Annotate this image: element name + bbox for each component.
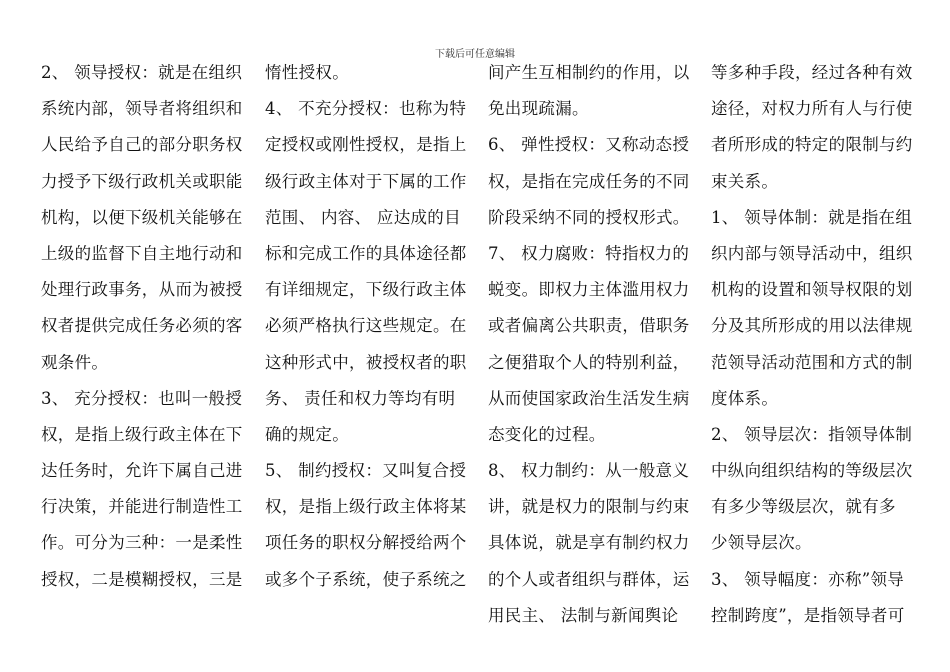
text-line: 作。可分为三种：一是柔性 bbox=[41, 533, 243, 553]
text-line: 具体说，就是享有制约权力 bbox=[488, 533, 690, 553]
text-line: 有详细规定，下级行政主体 bbox=[265, 280, 467, 300]
text-line: 权，是指在完成任务的不同 bbox=[488, 171, 690, 191]
text-line: 少领导层次。 bbox=[711, 533, 812, 553]
text-line: 间产生互相制约的作用，以 bbox=[488, 63, 690, 82]
text-line: 行决策，并能进行制造性工 bbox=[41, 497, 243, 517]
text-line: 机构，以便下级机关能够在 bbox=[41, 207, 243, 227]
text-line: 织内部与领导活动中，组织 bbox=[711, 243, 913, 263]
text-line: 阶段采纳不同的授权形式。 bbox=[488, 207, 690, 227]
text-line: 惰性授权。 bbox=[265, 63, 349, 82]
text-line: 之便猎取个人的特别利益， bbox=[488, 352, 690, 372]
text-line: 1、 领导体制：就是指在组 bbox=[711, 207, 913, 227]
text-line: 途径，对权力所有人与行使 bbox=[711, 99, 913, 119]
text-line: 力授予下级行政机关或职能 bbox=[41, 171, 243, 191]
text-line: 5、 制约授权：又叫复合授 bbox=[265, 461, 467, 481]
text-line: 8、 权力制约：从一般意义 bbox=[488, 461, 690, 481]
text-line: 从而使国家政治生活发生病 bbox=[488, 388, 690, 408]
text-line: 观条件。 bbox=[41, 352, 109, 372]
text-line: 授权，二是模糊授权，三是 bbox=[41, 569, 243, 589]
text-line: 上级的监督下自主地行动和 bbox=[41, 243, 243, 263]
text-column-3 bbox=[488, 59, 693, 638]
text-line: 达任务时，允许下属自己进 bbox=[41, 461, 243, 481]
text-line: 控制跨度”，是指领导者可 bbox=[711, 605, 905, 625]
text-column-4 bbox=[711, 59, 916, 638]
text-line: 处理行政事务，从而为被授 bbox=[41, 280, 243, 300]
text-line: 等多种手段，经过各种有效 bbox=[711, 63, 913, 82]
text-line: 者所形成的特定的限制与约 bbox=[711, 135, 913, 155]
text-line: 免出现疏漏。 bbox=[488, 99, 589, 119]
text-line: 权，是指上级行政主体在下 bbox=[41, 424, 243, 444]
text-line: 蜕变。即权力主体滥用权力 bbox=[488, 280, 690, 300]
text-line: 3、 充分授权：也叫一般授 bbox=[41, 388, 243, 408]
text-line: 分及其所形成的用以法律规 bbox=[711, 316, 913, 336]
text-line: 或多个子系统，使子系统之 bbox=[265, 569, 467, 589]
text-line: 3、 领导幅度：亦称”领导 bbox=[711, 569, 905, 589]
text-line: 机构的设置和领导权限的划 bbox=[711, 280, 913, 300]
page-header: 下载后可任意编辑 bbox=[435, 49, 515, 60]
text-line: 或者偏离公共职责，借职务 bbox=[488, 316, 690, 336]
text-line: 有多少等级层次，就有多 bbox=[711, 497, 896, 517]
text-line: 度体系。 bbox=[711, 388, 779, 408]
text-line: 必须严格执行这些规定。在 bbox=[265, 316, 467, 336]
text-line: 7、 权力腐败：特指权力的 bbox=[488, 243, 690, 263]
text-line: 确的规定。 bbox=[265, 424, 349, 444]
text-line: 权，是指上级行政主体将某 bbox=[265, 497, 467, 517]
text-line: 人民给予自己的部分职务权 bbox=[41, 135, 243, 155]
text-line: 范领导活动范围和方式的制 bbox=[711, 352, 913, 372]
text-line: 系统内部，领导者将组织和 bbox=[41, 99, 243, 119]
text-line: 标和完成工作的具体途径都 bbox=[265, 243, 467, 263]
text-line: 2、 领导层次：指领导体制 bbox=[711, 424, 913, 444]
text-line: 6、 弹性授权：又称动态授 bbox=[488, 135, 690, 155]
text-line: 级行政主体对于下属的工作 bbox=[265, 171, 467, 191]
text-line: 这种形式中，被授权者的职 bbox=[265, 352, 467, 372]
text-line: 项任务的职权分解授给两个 bbox=[265, 533, 467, 553]
text-column-1 bbox=[41, 59, 246, 602]
text-line: 2、 领导授权：就是在组织 bbox=[41, 63, 243, 82]
text-line: 态变化的过程。 bbox=[488, 424, 606, 444]
text-line: 范围、 内容、 应达成的目 bbox=[265, 207, 461, 227]
text-line: 定授权或刚性授权，是指上 bbox=[265, 135, 467, 155]
text-line: 束关系。 bbox=[711, 171, 779, 191]
text-line: 讲，就是权力的限制与约束 bbox=[488, 497, 690, 517]
text-line: 中纵向组织结构的等级层次 bbox=[711, 461, 913, 481]
text-line: 4、 不充分授权：也称为特 bbox=[265, 99, 467, 119]
text-column-2 bbox=[265, 59, 470, 602]
text-line: 权者提供完成任务必须的客 bbox=[41, 316, 243, 336]
text-line: 的个人或者组织与群体，运 bbox=[488, 569, 690, 589]
text-line: 务、 责任和权力等均有明 bbox=[265, 388, 456, 408]
text-line: 用民主、 法制与新闻舆论 bbox=[488, 605, 679, 625]
